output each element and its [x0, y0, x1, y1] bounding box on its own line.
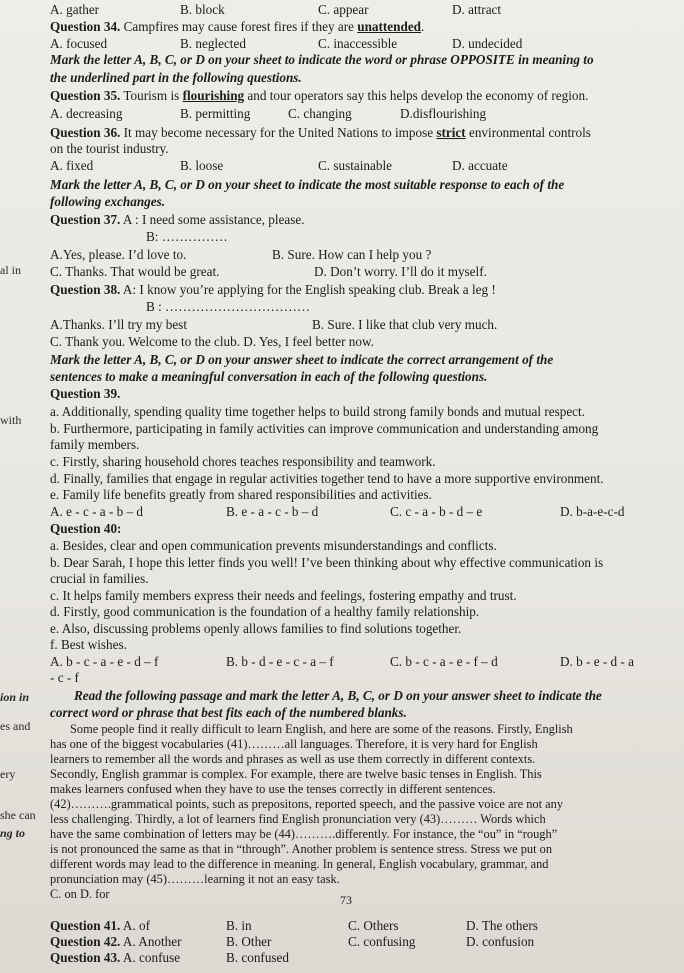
q37-option-a: A.Yes, please. I’d love to. [50, 247, 187, 262]
q38-option-a: A.Thanks. I’ll try my best [50, 317, 187, 332]
q39-label: Question 39. [50, 386, 121, 401]
q36-option-a: A. fixed [50, 158, 94, 173]
q39-b-cont: family members. [50, 437, 140, 452]
q39-option-c: C. c - a - b - d – e [390, 504, 483, 519]
q37-option-b: B. Sure. How can I help you ? [272, 247, 432, 262]
edge-text-2: with [0, 413, 22, 427]
q37-option-c: C. Thanks. That would be great. [50, 264, 220, 279]
q40-d: d. Firstly, good communication is the foundation of a healthy family relationship. [50, 604, 480, 619]
instruction-passage-2: correct word or phrase that best fits each of the numbered blanks. [50, 705, 407, 720]
q41-option-c: C. Others [348, 918, 399, 933]
q38-option-b: B. Sure. I like that club very much. [312, 317, 498, 332]
q40-f: f. Best wishes. [50, 637, 127, 652]
q36-option-c: C. sustainable [318, 158, 392, 173]
q39-option-b: B. e - a - c - b – d [226, 504, 319, 519]
q38-options-2: C. Thank you. Welcome to the club. D. Yes, I feel better now. [50, 334, 374, 349]
q39-e: e. Family life benefits greatly from shared responsibilities and activities. [50, 487, 432, 502]
passage-line: Secondly, English grammar is complex. For example, there are twelve basic tenses in English. This [50, 767, 542, 781]
passage-line: C. on D. for [50, 887, 110, 901]
q41-option-d: D. The others [466, 918, 538, 933]
q37-option-d: D. Don’t worry. I’ll do it myself. [314, 264, 487, 279]
q36-stem-cont: on the tourist industry. [50, 141, 169, 156]
passage-line: learners to remember all the words and phrases as well as use them correctly in different contexts. [50, 752, 536, 766]
q40-b-cont: crucial in families. [50, 571, 149, 586]
q37-blank: B: …………… [146, 229, 228, 244]
edge-text-6: she can [0, 808, 36, 822]
q38-blank: B : …………………………… [146, 299, 311, 314]
q40-option-c: C. b - c - a - e - f – d [390, 654, 498, 669]
q42-option-d: D. confusion [466, 934, 535, 949]
instruction-opposite-2: the underlined part in the following questions. [50, 70, 302, 85]
q39-c: c. Firstly, sharing household chores teaches responsibility and teamwork. [50, 454, 436, 469]
instruction-response-1: Mark the letter A, B, C, or D on your sheet to indicate the most suitable response to each of the [50, 177, 565, 192]
q40-option-b: B. b - d - e - c - a – f [226, 654, 334, 669]
instruction-arrange-1: Mark the letter A, B, C, or D on your answer sheet to indicate the correct arrangement of the [50, 352, 554, 367]
q39-a: a. Additionally, spending quality time together helps to build strong family bonds and mutual respect. [50, 404, 585, 419]
q36-option-d: D. accuate [452, 158, 508, 173]
q40-option-a-cont: - c - f [50, 670, 79, 685]
q34-option-a: A. focused [50, 36, 108, 51]
q34-option-d: D. undecided [452, 36, 523, 51]
q42-option-c: C. confusing [348, 934, 416, 949]
passage-line: Some people find it really difficult to learn English, and here are some of the reasons. Firstly, English [70, 722, 573, 736]
q35-option-a: A. decreasing [50, 106, 123, 121]
q39-option-a: A. e - c - a - b – d [50, 504, 144, 519]
q34-option-b: B. neglected [180, 36, 246, 51]
q33-option-b: B. block [180, 2, 225, 17]
passage-line: (42)……….grammatical points, such as prepositons, reported speech, and the passive voice are not any [50, 797, 564, 811]
instruction-passage-1: Read the following passage and mark the letter A, B, C, or D on your answer sheet to indicate the [74, 688, 602, 703]
passage-line: less challenging. Thirdly, a lot of learners find English pronunciation very (43)……… Words which [50, 812, 546, 826]
q41-option-b: B. in [226, 918, 252, 933]
q40-option-a: A. b - c - a - e - d – f [50, 654, 159, 669]
q33-option-c: C. appear [318, 2, 369, 17]
q42-label: Question 42. A. Another [50, 934, 182, 949]
q38-stem: Question 38. A: I know you’re applying for the English speaking club. Break a leg ! [50, 282, 496, 297]
q37-stem: Question 37. A : I need some assistance, please. [50, 212, 305, 227]
edge-text-3: ion in [0, 690, 30, 704]
passage-line: have the same combination of letters may be (44)……….differently. For instance, the “ou” in “rough” [50, 827, 558, 841]
q39-option-d: D. b-a-e-c-d [560, 504, 625, 519]
q40-e: e. Also, discussing problems openly allows families to find solutions together. [50, 621, 462, 636]
q42-option-b: B. Other [226, 934, 272, 949]
q40-a: a. Besides, clear and open communication prevents misunderstandings and conflicts. [50, 538, 497, 553]
q40-b: b. Dear Sarah, I hope this letter finds you well! I’ve been thinking about why effective communication is [50, 555, 604, 570]
q36-option-b: B. loose [180, 158, 224, 173]
q40-option-d: D. b - e - d - a [560, 654, 634, 669]
passage-line: has one of the biggest vocabularies (41)………all languages. Therefore, it is very hard for English [50, 737, 538, 751]
edge-text-1: al in [0, 263, 21, 277]
passage-line: is not pronounced the same as that in “through”. Another problem is sentence stress. Stress we put on [50, 842, 553, 856]
instruction-opposite-1: Mark the letter A, B, C, or D on your sheet to indicate the word or phrase OPPOSITE in meaning to [50, 52, 594, 67]
q34-stem: Question 34. Campfires may cause forest fires if they are unattended. [50, 19, 425, 34]
passage-line: pronunciation may (45)………learning it not an easy task. [50, 872, 340, 886]
q40-label: Question 40: [50, 521, 122, 536]
q43-option-b: B. confused [226, 950, 289, 965]
q35-stem: Question 35. Tourism is flourishing and tour operators say this helps develop the economy of region. [50, 88, 589, 103]
q35-option-b: B. permitting [180, 106, 251, 121]
q39-b: b. Furthermore, participating in family activities can improve communication and understanding among [50, 421, 599, 436]
q35-option-d: D.disflourishing [400, 106, 487, 121]
q33-option-a: A. gather [50, 2, 100, 17]
q33-option-d: D. attract [452, 2, 502, 17]
q41-label: Question 41. A. of [50, 918, 151, 933]
passage-line: makes learners confused when they have to use the tenses correctly in different sentences. [50, 782, 496, 796]
instruction-arrange-2: sentences to make a meaningful conversation in each of the following questions. [50, 369, 488, 384]
instruction-response-2: following exchanges. [50, 194, 166, 209]
edge-text-7: ng to [0, 826, 26, 840]
q34-option-c: C. inaccessible [318, 36, 398, 51]
q39-d: d. Finally, families that engage in regular activities together tend to have a more supportive environment. [50, 471, 604, 486]
edge-text-5: ery [0, 767, 16, 781]
q40-c: c. It helps family members express their needs and feelings, fostering empathy and trust. [50, 588, 517, 603]
page-number: 73 [340, 893, 352, 907]
q35-option-c: C. changing [288, 106, 352, 121]
passage-line: different words may lead to the difference in meaning. In general, English vocabulary, grammar, and [50, 857, 549, 871]
q36-stem: Question 36. It may become necessary for the United Nations to impose strict environmental controls [50, 125, 591, 140]
edge-text-4: es and [0, 719, 31, 733]
q43-label: Question 43. A. confuse [50, 950, 181, 965]
